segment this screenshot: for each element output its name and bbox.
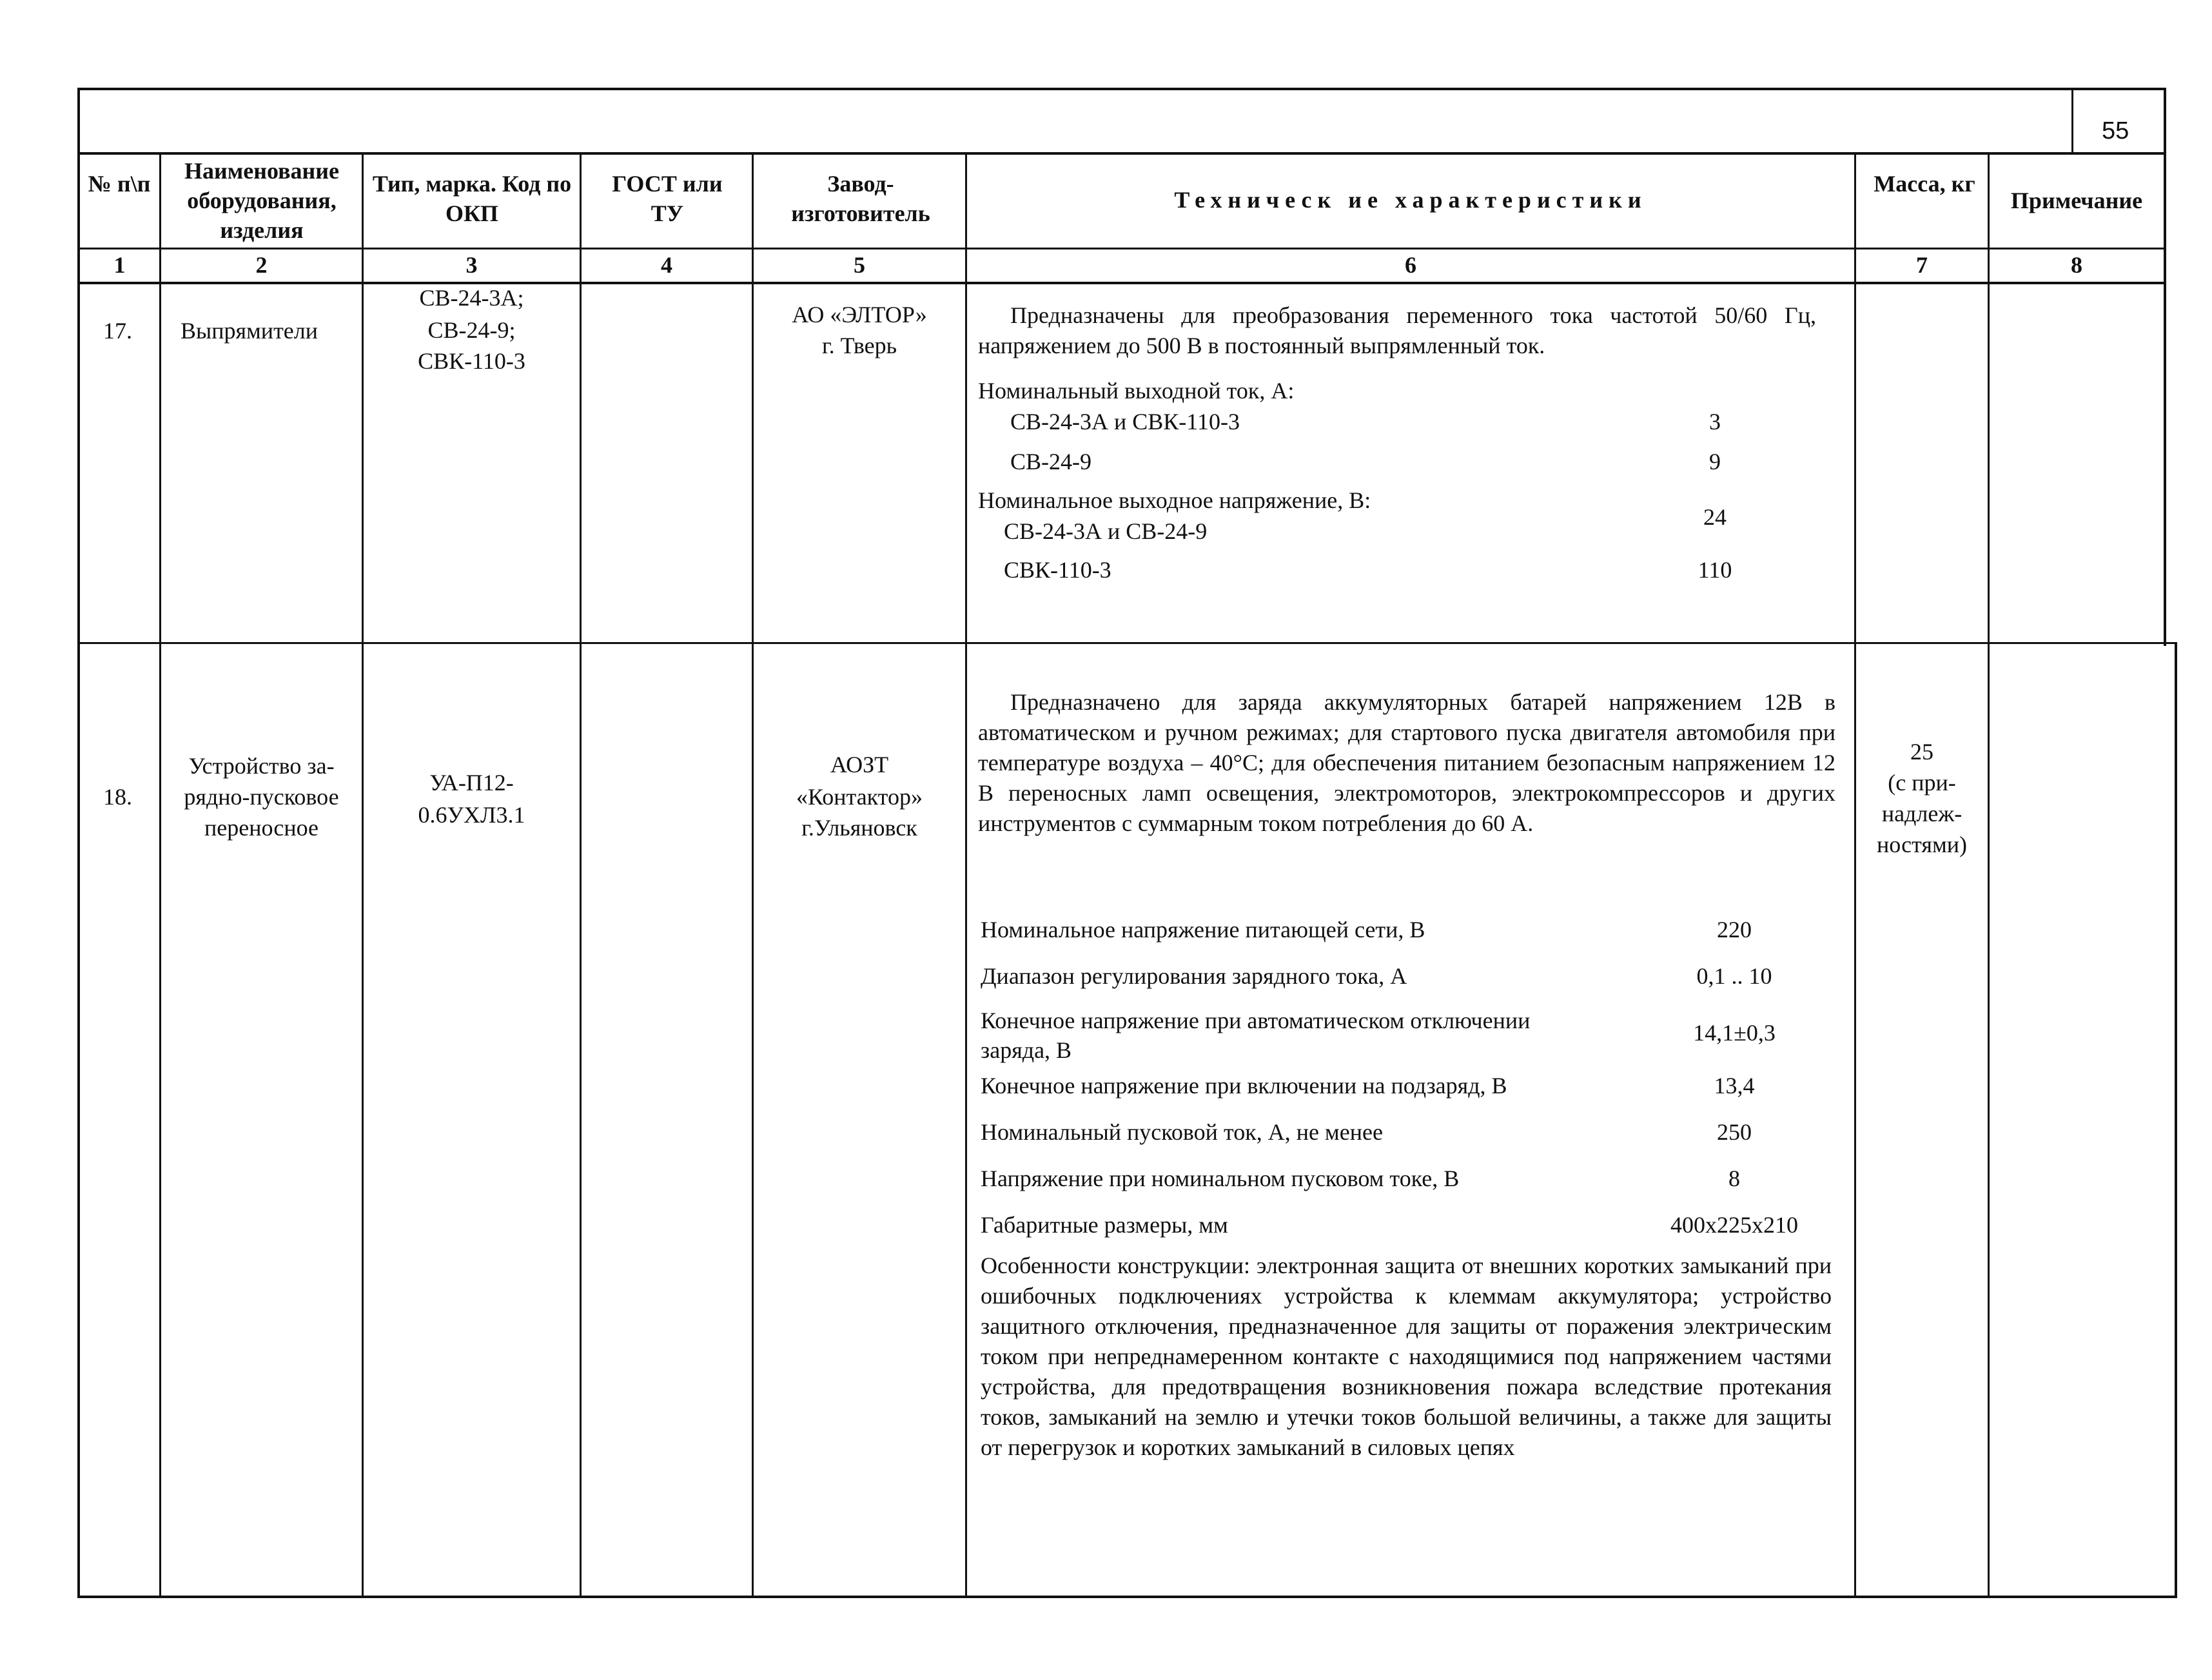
row18-maker-2: «Контактор» [796,784,923,810]
row17-spec-3-label: Номинальное выходное напряжение, В: [978,487,1371,513]
row18-number: 18. [103,784,132,810]
table-border-right-upper [2164,88,2166,646]
row-divider [77,642,2166,644]
row17-name: Выпрямители [181,318,318,344]
table-border-bottom [77,1596,2177,1598]
row18-spec-5-value: 8 [1728,1166,1740,1191]
page-number-divider [2071,88,2073,153]
colnum-2: 2 [255,252,268,278]
page-number: 55 [2102,117,2129,144]
colnum-4: 4 [661,252,672,278]
header-top-line [77,152,2166,155]
colnum-5: 5 [854,252,865,278]
row18-mass-1: 25 [1910,739,1933,765]
row18-mass-2: (с при- [1888,770,1956,796]
row18-name-3: переносное [204,815,319,841]
row18-spec-2-label: Конечное напряжение при автоматическом отключении заряда, В [981,1008,1531,1063]
row17-spec-4-value: 24 [1703,504,1727,530]
header-col-mass: Масса, кг [1874,171,1975,197]
col-sep-1 [159,152,161,1598]
row17-type-2: СВ-24-9; [427,317,516,343]
row17-spec-2-value: 9 [1709,449,1721,474]
col-sep-7 [1988,152,1990,1598]
row18-maker-1: АОЗТ [830,752,889,777]
row18-spec-2-value: 14,1±0,3 [1693,1020,1776,1046]
row18-spec-5-label: Напряжение при номинальном пусковом токе, В [981,1166,1460,1191]
header-col-type: Тип, марка. Код по ОКП [372,171,572,226]
col-sep-3 [580,152,582,1598]
row18-spec-1-label: Диапазон регулирования зарядного тока, А [981,963,1407,989]
row17-type-1: СВ-24-3А; [419,285,524,311]
header-col-note: Примечание [2010,188,2143,213]
header-col-specs: Техническ ие характеристики [1174,187,1647,213]
colnum-3: 3 [465,252,478,278]
row18-name-2: рядно-пусковое [184,784,339,810]
colnum-8: 8 [2071,252,2082,278]
row17-type-3: СВК-110-3 [418,348,525,374]
row18-mass-3: надлеж- [1881,801,1962,826]
row18-spec-0-label: Номинальное напряжение питающей сети, В [981,917,1425,943]
row17-spec-0-label: Номинальный выходной ток, А: [978,378,1295,404]
table-border-right-lower [2175,642,2177,1598]
row18-type-2: 0.6УХЛ3.1 [418,802,525,828]
row17-maker-1: АО «ЭЛТОР» [792,302,927,327]
row18-spec-4-label: Номинальный пусковой ток, А, не менее [981,1119,1383,1145]
row18-name-1: Устройство за- [188,753,335,779]
table-border-top [77,88,2166,90]
colnum-7: 7 [1916,252,1928,278]
row18-spec-3-value: 13,4 [1714,1073,1755,1099]
col-sep-4 [752,152,754,1598]
row18-features: Особенности конструкции: электронная защита от внешних коротких замыканий при ошибочных подключениях устройства к клеммам аккумулятора; устройство защитного отключения, предназначенное для защиты от поражения электрическим током при непреднамеренном контакте с находящимися под напряжением частями устройства, для предотвращения возникновения пожара вследствие протекания токов, замыканий на землю и утечки токов большой величины, а также для защиты от перегрузок и коротких замыканий в силовых цепях [981,1253,1832,1460]
row17-number: 17. [103,318,132,344]
row17-spec-5-label: СВК-110-3 [1004,557,1111,583]
row18-spec-6-value: 400х225х210 [1670,1212,1798,1238]
row18-mass-4: ностями) [1877,832,1967,857]
header-col-gost: ГОСТ или ТУ [612,171,723,226]
row17-intro: Предназначены для преобразования переменного тока частотой 50/60 Гц, напряжением до 500 В в постоянный выпрямленный ток. [978,302,1816,358]
row18-spec-0-value: 220 [1717,917,1752,943]
row17-spec-2-label: СВ-24-9 [1010,449,1091,474]
row17-spec-4-label: СВ-24-3А и СВ-24-9 [1004,518,1208,544]
row18-spec-6-label: Габаритные размеры, мм [981,1212,1228,1238]
row18-maker-3: г.Ульяновск [801,815,917,841]
row18-intro: Предназначено для заряда аккумуляторных батарей напряжением 12В в автоматическом и ручном режимах; для стартового пуска двигателя автомобиля при температуре воздуха – 40°С; для обеспечения питанием безопасным напряжением 12 В переносных ламп освещения, электромоторов, электрокомпрессоров и других инструментов с суммарным током потребления до 60 А. [978,689,1835,836]
header-bottom-line [77,248,2166,249]
row17-spec-1-value: 3 [1709,409,1721,435]
col-sep-6 [1854,152,1856,1598]
row17-maker-2: г. Тверь [821,333,897,358]
table-border-left [77,88,80,1598]
row17-spec-1-label: СВ-24-3А и СВК-110-3 [1010,409,1240,435]
row18-spec-4-value: 250 [1717,1119,1752,1145]
colnum-6: 6 [1405,252,1416,278]
row18-type-1: УА-П12- [429,770,514,796]
row17-spec-5-value: 110 [1698,557,1732,583]
colnum-1: 1 [113,252,126,278]
col-sep-5 [965,152,967,1598]
colnum-bottom-line [77,282,2166,284]
row18-spec-3-label: Конечное напряжение при включении на подзаряд, В [981,1073,1507,1099]
header-col-number: № п\п [88,171,151,197]
header-col-maker: Завод-изготовитель [791,171,930,226]
header-col-name: Наименование оборудования, изделия [184,158,339,243]
row18-spec-1-value: 0,1 .. 10 [1696,963,1772,989]
